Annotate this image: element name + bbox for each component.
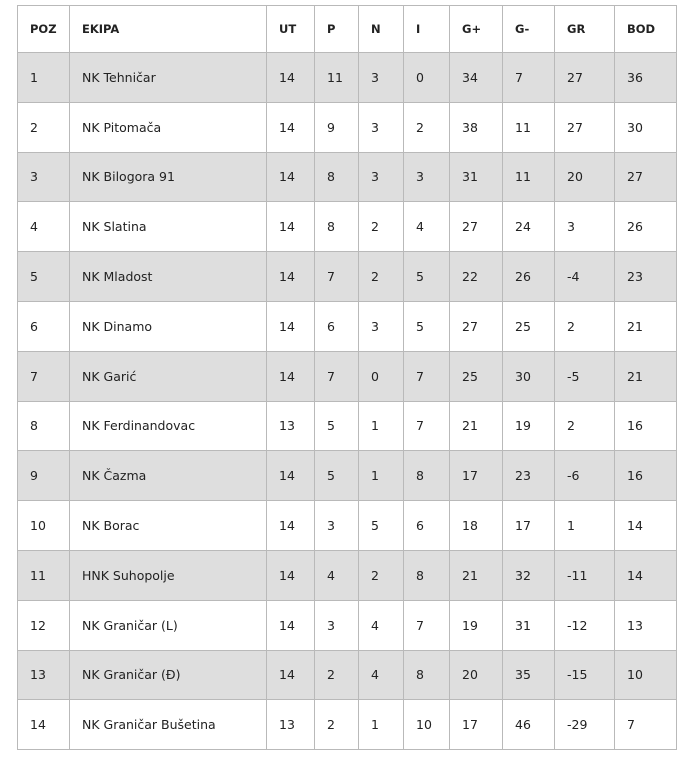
cell-i: 7 [404,401,450,451]
cell-bod: 16 [615,451,677,501]
cell-g-plus: 17 [450,451,503,501]
column-header-g-minus: G- [503,6,555,53]
cell-gr: -29 [555,700,615,750]
cell-poz: 7 [18,351,70,401]
cell-p: 2 [315,700,359,750]
column-header-ekipa: EKIPA [70,6,267,53]
cell-p: 5 [315,401,359,451]
cell-ut: 14 [267,252,315,302]
table-row [18,650,677,700]
cell-g-plus: 31 [450,152,503,202]
header-row [18,6,677,53]
cell-n: 4 [359,600,404,650]
table-row [18,202,677,252]
cell-bod: 13 [615,600,677,650]
cell-i: 7 [404,600,450,650]
cell-poz: 6 [18,301,70,351]
cell-bod: 27 [615,152,677,202]
cell-ekipa: NK Tehničar [70,53,267,103]
cell-g-plus: 22 [450,252,503,302]
cell-p: 8 [315,202,359,252]
cell-poz: 4 [18,202,70,252]
column-header-i: I [404,6,450,53]
cell-g-minus: 17 [503,501,555,551]
cell-ut: 14 [267,102,315,152]
cell-gr: -6 [555,451,615,501]
cell-p: 2 [315,650,359,700]
cell-ekipa: NK Pitomača [70,102,267,152]
cell-g-minus: 26 [503,252,555,302]
cell-i: 8 [404,451,450,501]
cell-i: 10 [404,700,450,750]
cell-g-plus: 27 [450,301,503,351]
cell-g-minus: 11 [503,102,555,152]
table-row [18,53,677,103]
cell-i: 7 [404,351,450,401]
cell-ut: 14 [267,650,315,700]
cell-gr: 1 [555,501,615,551]
table-row [18,301,677,351]
cell-poz: 5 [18,252,70,302]
cell-g-minus: 11 [503,152,555,202]
cell-gr: 3 [555,202,615,252]
cell-ekipa: NK Čazma [70,451,267,501]
cell-bod: 21 [615,351,677,401]
cell-ekipa: NK Borac [70,501,267,551]
cell-i: 6 [404,501,450,551]
cell-n: 4 [359,650,404,700]
cell-poz: 12 [18,600,70,650]
cell-g-minus: 25 [503,301,555,351]
cell-g-plus: 34 [450,53,503,103]
cell-ut: 14 [267,351,315,401]
cell-g-minus: 30 [503,351,555,401]
cell-ut: 14 [267,550,315,600]
cell-g-plus: 18 [450,501,503,551]
cell-ut: 14 [267,600,315,650]
cell-n: 2 [359,202,404,252]
cell-i: 8 [404,650,450,700]
column-header-g-plus: G+ [450,6,503,53]
cell-bod: 16 [615,401,677,451]
cell-p: 7 [315,351,359,401]
table-header [18,6,677,53]
cell-poz: 13 [18,650,70,700]
table-row [18,102,677,152]
cell-ekipa: NK Bilogora 91 [70,152,267,202]
column-header-p: P [315,6,359,53]
cell-p: 6 [315,301,359,351]
cell-gr: 27 [555,102,615,152]
cell-n: 2 [359,252,404,302]
cell-g-plus: 21 [450,401,503,451]
cell-bod: 23 [615,252,677,302]
cell-i: 8 [404,550,450,600]
cell-i: 2 [404,102,450,152]
table-row [18,351,677,401]
cell-poz: 3 [18,152,70,202]
cell-gr: -5 [555,351,615,401]
cell-g-minus: 7 [503,53,555,103]
cell-ekipa: NK Graničar Bušetina [70,700,267,750]
table-row [18,451,677,501]
cell-n: 1 [359,451,404,501]
cell-bod: 21 [615,301,677,351]
column-header-bod: BOD [615,6,677,53]
cell-poz: 9 [18,451,70,501]
cell-gr: 2 [555,401,615,451]
cell-n: 2 [359,550,404,600]
cell-gr: -12 [555,600,615,650]
cell-g-minus: 19 [503,401,555,451]
cell-i: 0 [404,53,450,103]
cell-n: 3 [359,152,404,202]
cell-g-plus: 25 [450,351,503,401]
cell-g-minus: 35 [503,650,555,700]
cell-p: 7 [315,252,359,302]
cell-p: 3 [315,501,359,551]
table-row [18,700,677,750]
cell-ekipa: NK Dinamo [70,301,267,351]
cell-gr: -11 [555,550,615,600]
cell-poz: 2 [18,102,70,152]
table-body [18,53,677,750]
cell-poz: 10 [18,501,70,551]
cell-g-plus: 20 [450,650,503,700]
cell-p: 4 [315,550,359,600]
cell-ut: 13 [267,700,315,750]
column-header-poz: POZ [18,6,70,53]
column-header-ut: UT [267,6,315,53]
cell-gr: 27 [555,53,615,103]
cell-ekipa: NK Mladost [70,252,267,302]
cell-bod: 7 [615,700,677,750]
column-header-n: N [359,6,404,53]
cell-p: 9 [315,102,359,152]
cell-ut: 14 [267,451,315,501]
cell-ut: 14 [267,53,315,103]
cell-g-minus: 23 [503,451,555,501]
table-row [18,550,677,600]
cell-ut: 14 [267,152,315,202]
table-row [18,252,677,302]
cell-g-minus: 31 [503,600,555,650]
cell-i: 5 [404,252,450,302]
cell-poz: 11 [18,550,70,600]
cell-n: 3 [359,53,404,103]
cell-bod: 14 [615,501,677,551]
cell-gr: 20 [555,152,615,202]
cell-g-plus: 27 [450,202,503,252]
cell-ut: 13 [267,401,315,451]
cell-ut: 14 [267,301,315,351]
standings-table [17,5,677,750]
column-header-gr: GR [555,6,615,53]
cell-ekipa: NK Slatina [70,202,267,252]
cell-g-minus: 32 [503,550,555,600]
table-row [18,401,677,451]
cell-g-plus: 38 [450,102,503,152]
cell-ekipa: NK Graničar (L) [70,600,267,650]
cell-bod: 36 [615,53,677,103]
cell-p: 8 [315,152,359,202]
cell-gr: -4 [555,252,615,302]
cell-g-plus: 19 [450,600,503,650]
cell-poz: 8 [18,401,70,451]
table-row [18,152,677,202]
cell-ut: 14 [267,202,315,252]
cell-n: 1 [359,700,404,750]
cell-bod: 30 [615,102,677,152]
cell-ut: 14 [267,501,315,551]
cell-ekipa: NK Ferdinandovac [70,401,267,451]
cell-g-minus: 46 [503,700,555,750]
cell-n: 3 [359,102,404,152]
cell-n: 0 [359,351,404,401]
cell-bod: 26 [615,202,677,252]
cell-bod: 14 [615,550,677,600]
cell-bod: 10 [615,650,677,700]
cell-ekipa: HNK Suhopolje [70,550,267,600]
cell-i: 4 [404,202,450,252]
cell-g-plus: 17 [450,700,503,750]
cell-n: 3 [359,301,404,351]
cell-n: 1 [359,401,404,451]
cell-poz: 14 [18,700,70,750]
cell-ekipa: NK Garić [70,351,267,401]
table-row [18,600,677,650]
cell-gr: 2 [555,301,615,351]
table-row [18,501,677,551]
cell-p: 11 [315,53,359,103]
cell-poz: 1 [18,53,70,103]
cell-g-minus: 24 [503,202,555,252]
cell-n: 5 [359,501,404,551]
cell-p: 5 [315,451,359,501]
cell-p: 3 [315,600,359,650]
cell-i: 3 [404,152,450,202]
cell-ekipa: NK Graničar (Đ) [70,650,267,700]
cell-g-plus: 21 [450,550,503,600]
cell-gr: -15 [555,650,615,700]
cell-i: 5 [404,301,450,351]
